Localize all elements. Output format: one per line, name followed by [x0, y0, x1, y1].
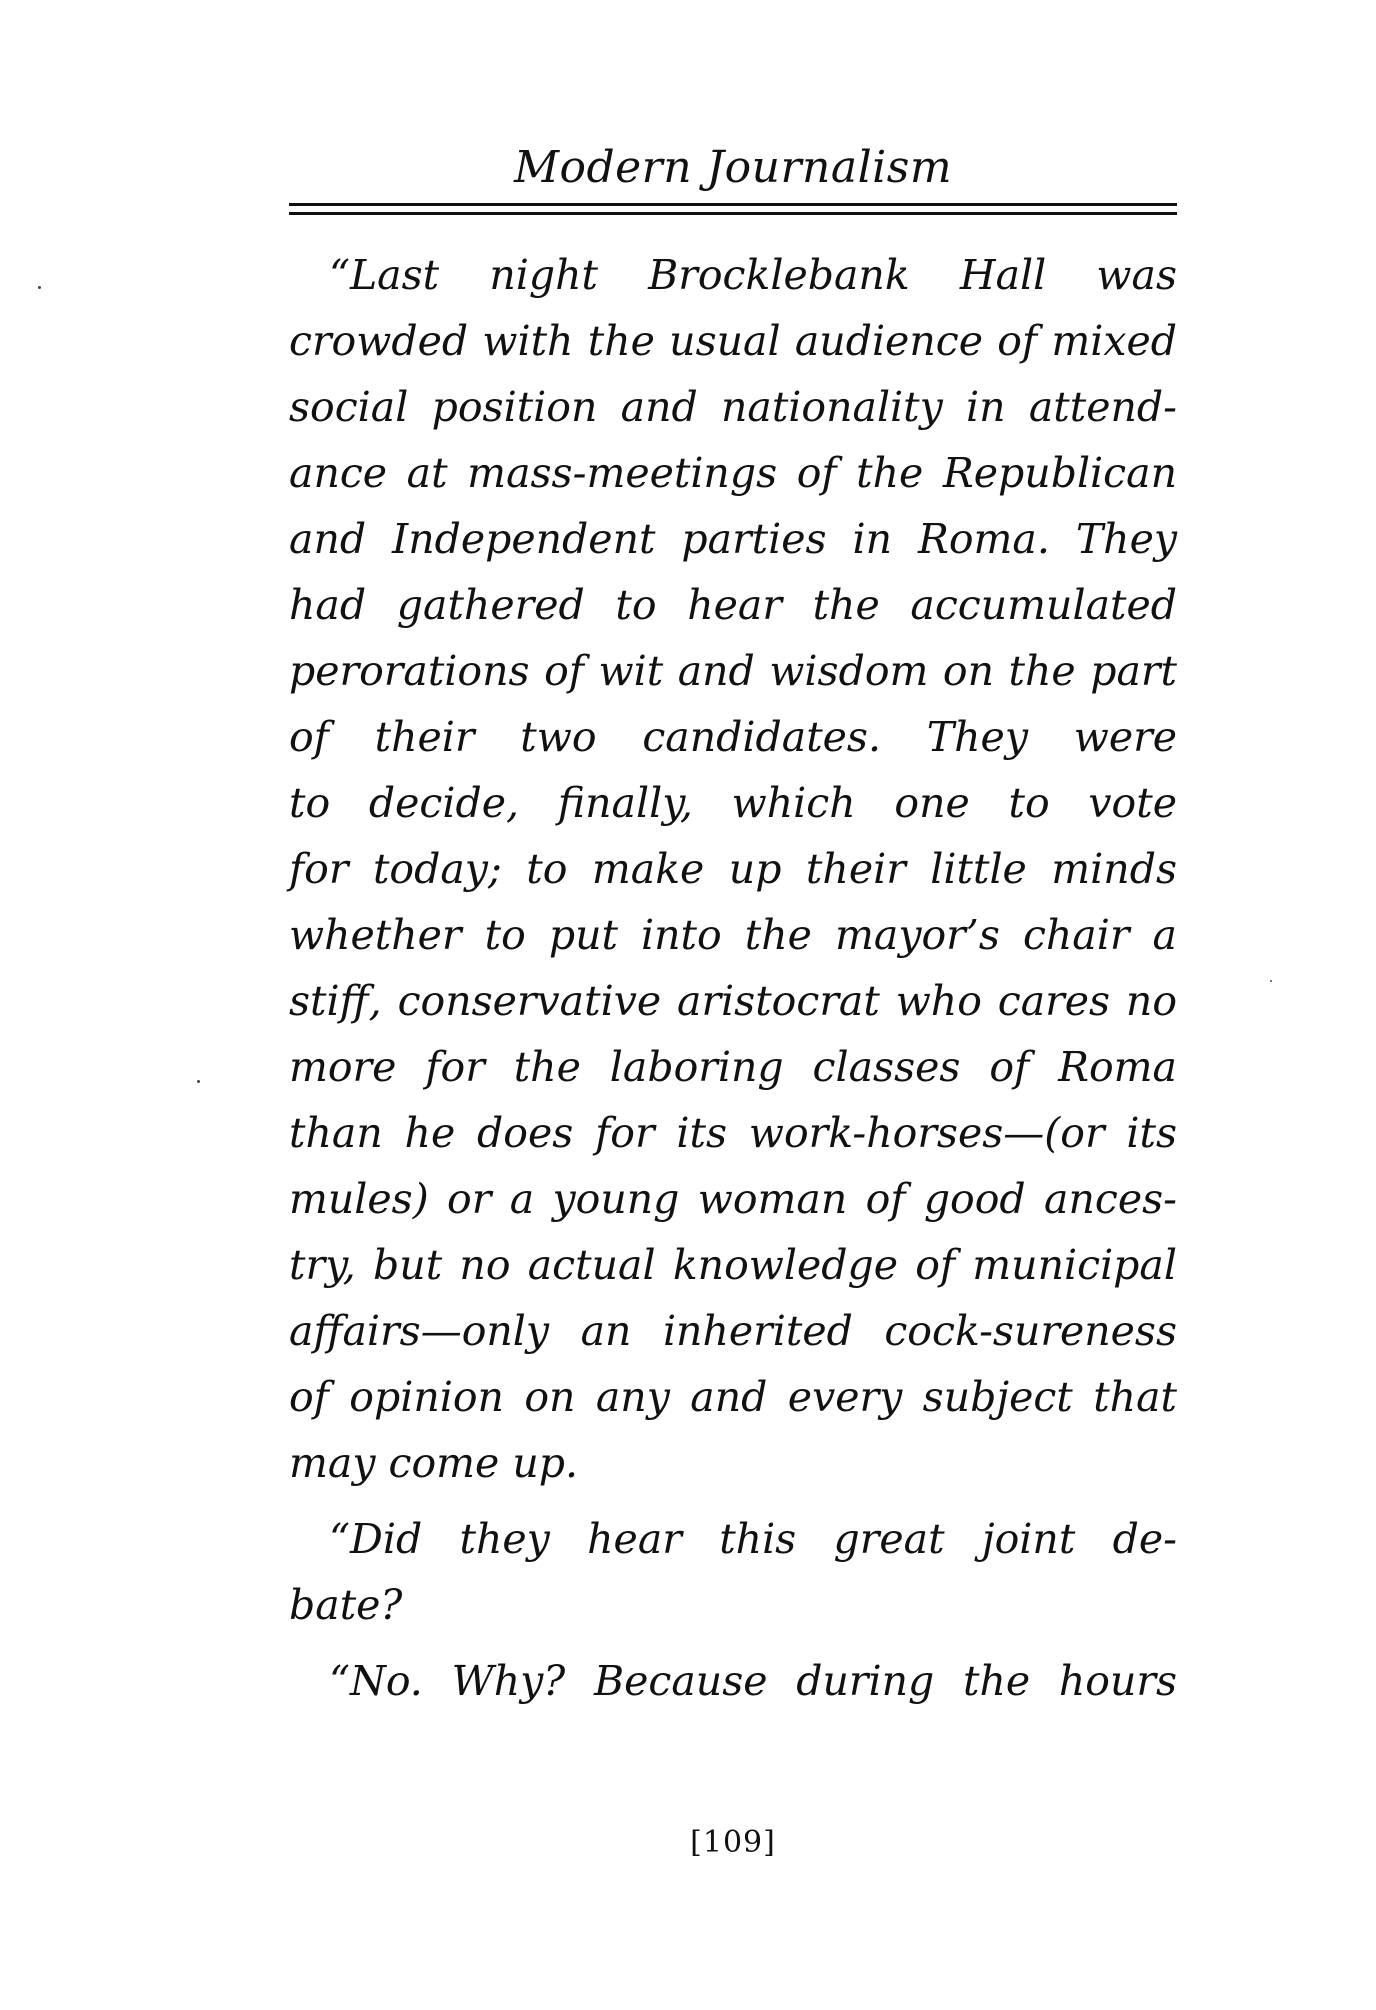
- text-line: may come up.: [289, 1439, 579, 1487]
- text-line: “Did they hear this great joint de-: [329, 1515, 1177, 1563]
- text-line: for today; to make up their little minds: [289, 845, 1177, 893]
- text-line: whether to put into the mayor’s chair a: [289, 911, 1177, 959]
- body-text: [289, 242, 1177, 1714]
- text-line: “Last night Brocklebank Hall was: [329, 251, 1177, 299]
- text-line: to decide, finally, which one to vote: [289, 779, 1177, 827]
- text-line: perorations of wit and wisdom on the part: [289, 647, 1177, 695]
- header-rule-top: [289, 203, 1177, 206]
- text-line: stiff, conservative aristocrat who cares no: [289, 977, 1177, 1025]
- paragraph-gap: [289, 1496, 1177, 1506]
- text-line: “No. Why? Because during the hours: [329, 1657, 1177, 1705]
- paragraph-gap: [289, 1638, 1177, 1648]
- text-line: affairs—only an inherited cock-sureness: [289, 1307, 1177, 1355]
- text-line: crowded with the usual audience of mixed: [289, 317, 1177, 365]
- text-line: mules) or a young woman of good ances-: [289, 1175, 1177, 1223]
- speck: [38, 286, 41, 289]
- text-line: had gathered to hear the accumulated: [289, 581, 1177, 629]
- text-line: ance at mass-meetings of the Republican: [289, 449, 1177, 497]
- text-line: bate?: [289, 1581, 403, 1629]
- text-line: of opinion on any and every subject that: [289, 1373, 1177, 1421]
- speck: [197, 1080, 200, 1083]
- running-head: Modern Journalism: [513, 142, 953, 193]
- speck: [1270, 980, 1272, 982]
- text-line: more for the laboring classes of Roma: [289, 1043, 1177, 1091]
- text-line: try, but no actual knowledge of municipal: [289, 1241, 1177, 1289]
- text-line: social position and nationality in attend-: [289, 383, 1177, 431]
- header-rule-bottom: [289, 212, 1177, 215]
- text-line: than he does for its work-horses—(or its: [289, 1109, 1177, 1157]
- page-number: [109]: [690, 1825, 776, 1860]
- text-line: of their two candidates. They were: [289, 713, 1177, 761]
- text-line: and Independent parties in Roma. They: [289, 515, 1177, 563]
